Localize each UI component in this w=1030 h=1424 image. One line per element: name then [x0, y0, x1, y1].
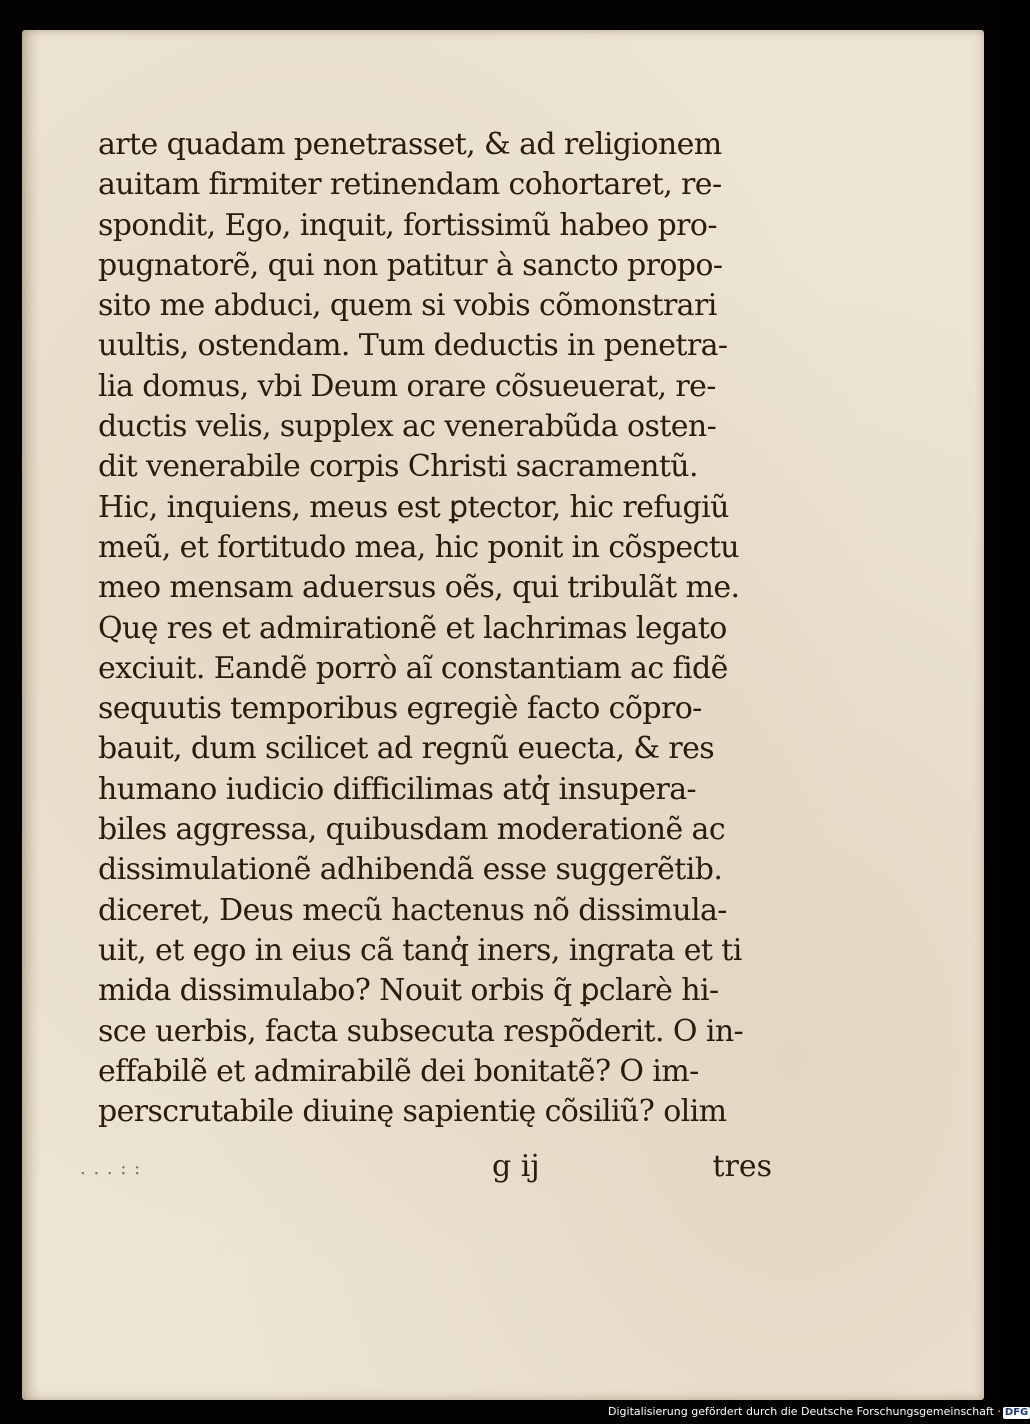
page-foot [492, 1145, 792, 1189]
text-line: dit venerabile corpis Christi sacramentũ. [98, 449, 698, 485]
body-text [98, 125, 778, 1132]
book-page [22, 30, 984, 1400]
text-line: pugnatorẽ, qui non patitur à sancto propo‐ [98, 247, 723, 283]
text-line: bauit, dum scilicet ad regnũ euecta, & res [98, 731, 715, 767]
credit-text: Digitalisierung gefördert durch die Deutsche Forschungsgemeinschaft · [608, 1405, 1001, 1418]
text-line: spondit, Ego, inquit, fortissimũ habeo pro‐ [98, 207, 717, 243]
catchword: tres [712, 1149, 772, 1184]
text-line: uit, et ego in eius cã tanq̓ iners, ingrata et ti [98, 932, 742, 968]
text-line: sito me abduci, quem si vobis cõmonstrari [98, 288, 717, 324]
text-line: meũ, et fortitudo mea, hic ponit in cõspectu [98, 529, 739, 565]
text-line: sce uerbis, facta subsecuta respõderit. O in‐ [98, 1013, 744, 1049]
dfg-logo: DFG [1004, 1407, 1029, 1418]
text-line: exciuit. Eandẽ porrò aĩ constantiam ac fidẽ [98, 650, 728, 686]
text-line: humano iudicio difficilimas atq̓ insupera‐ [98, 771, 697, 807]
signature-mark: g ij [492, 1149, 540, 1184]
text-line: Hic, inquiens, meus est ꝑtector, hic refugiũ [98, 489, 729, 525]
text-line: lia domus, vbi Deum orare cõsueuerat, re‐ [98, 368, 716, 404]
ink-smudge: . . . : : [80, 1158, 142, 1179]
text-line: uultis, ostendam. Tum deductis in penetra‐ [98, 328, 728, 364]
text-line: biles aggressa, quibusdam moderationẽ ac [98, 812, 726, 848]
text-line: perscrutabile diuinę sapientię cõsiliũ? olim [98, 1094, 727, 1130]
text-line: Quę res et admirationẽ et lachrimas legato [98, 610, 727, 646]
text-line: sequutis temporibus egregiè facto cõpro‐ [98, 691, 702, 727]
text-line: mida dissimulabo? Nouit orbis q̃ ꝑclarè hi‐ [98, 973, 719, 1009]
digitization-credit [608, 1404, 1030, 1420]
text-line: diceret, Deus mecũ hactenus nõ dissimula‐ [98, 892, 727, 928]
text-line: effabilẽ et admirabilẽ dei bonitatẽ? O im‐ [98, 1053, 699, 1089]
text-line: auitam firmiter retinendam cohortaret, re‐ [98, 167, 722, 203]
text-line: dissimulationẽ adhibendã esse suggerẽtib. [98, 852, 723, 888]
text-line: meo mensam aduersus oẽs, qui tribulãt me. [98, 570, 740, 606]
text-line: ductis velis, supplex ac venerabũda osten‐ [98, 409, 717, 445]
text-line: arte quadam penetrasset, & ad religionem [98, 127, 722, 162]
